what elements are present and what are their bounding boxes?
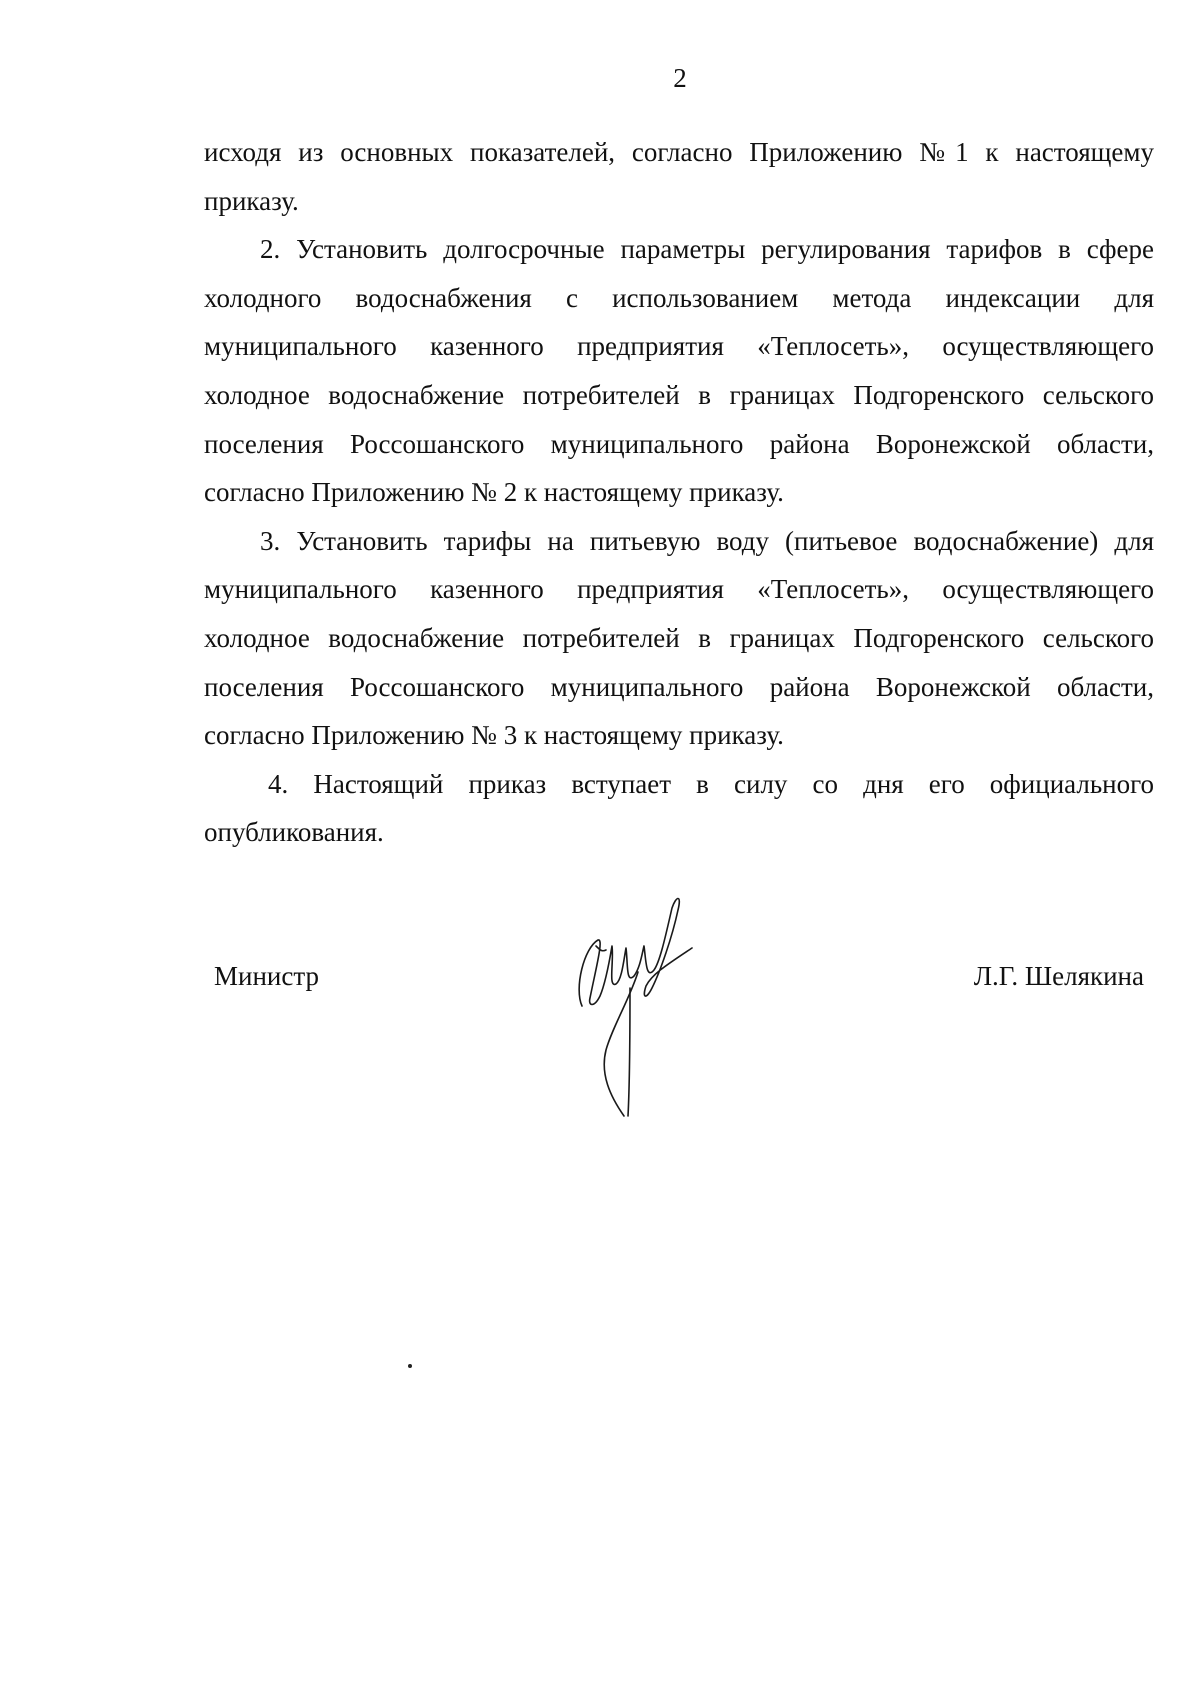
signatory-name: Л.Г. Шелякина bbox=[973, 961, 1144, 991]
paragraph-item-4: 4. Настоящий приказ вступает в силу со дня его официального опубликования. bbox=[204, 768, 1154, 848]
paragraph-continuation: исходя из основных показателей, согласно Приложению №1 к настоящему приказу. bbox=[204, 137, 1154, 216]
paragraph-item-3: 3. Установить тарифы на питьевую воду (питьевое водоснабжение) для муниципального казенного предприятия «Теплосеть», осуществляющего холодное водоснабжение потребителей в границах Подгоренского сельского поселения Россошанского муниципального района Воронежской области, согласно Приложению № 3 к настоящему приказу. bbox=[204, 525, 1154, 751]
signatory-title: Министр bbox=[214, 961, 319, 991]
handwritten-signature bbox=[560, 888, 710, 1118]
paragraph-item-2: 2. Установить долгосрочные параметры регулирования тарифов в сфере холодного водоснабжения с использованием метода индексации для муниципального казенного предприятия «Теплосеть», осуществляющего холодное водоснабжение потребителей в границах Подгоренского сельского поселения Россошанского муниципального района Воронежской области, согласно Приложению № 2 к настоящему приказу. bbox=[204, 234, 1154, 508]
document-body bbox=[204, 128, 1154, 857]
page-number: 2 bbox=[673, 63, 687, 93]
stray-mark bbox=[408, 1364, 412, 1368]
